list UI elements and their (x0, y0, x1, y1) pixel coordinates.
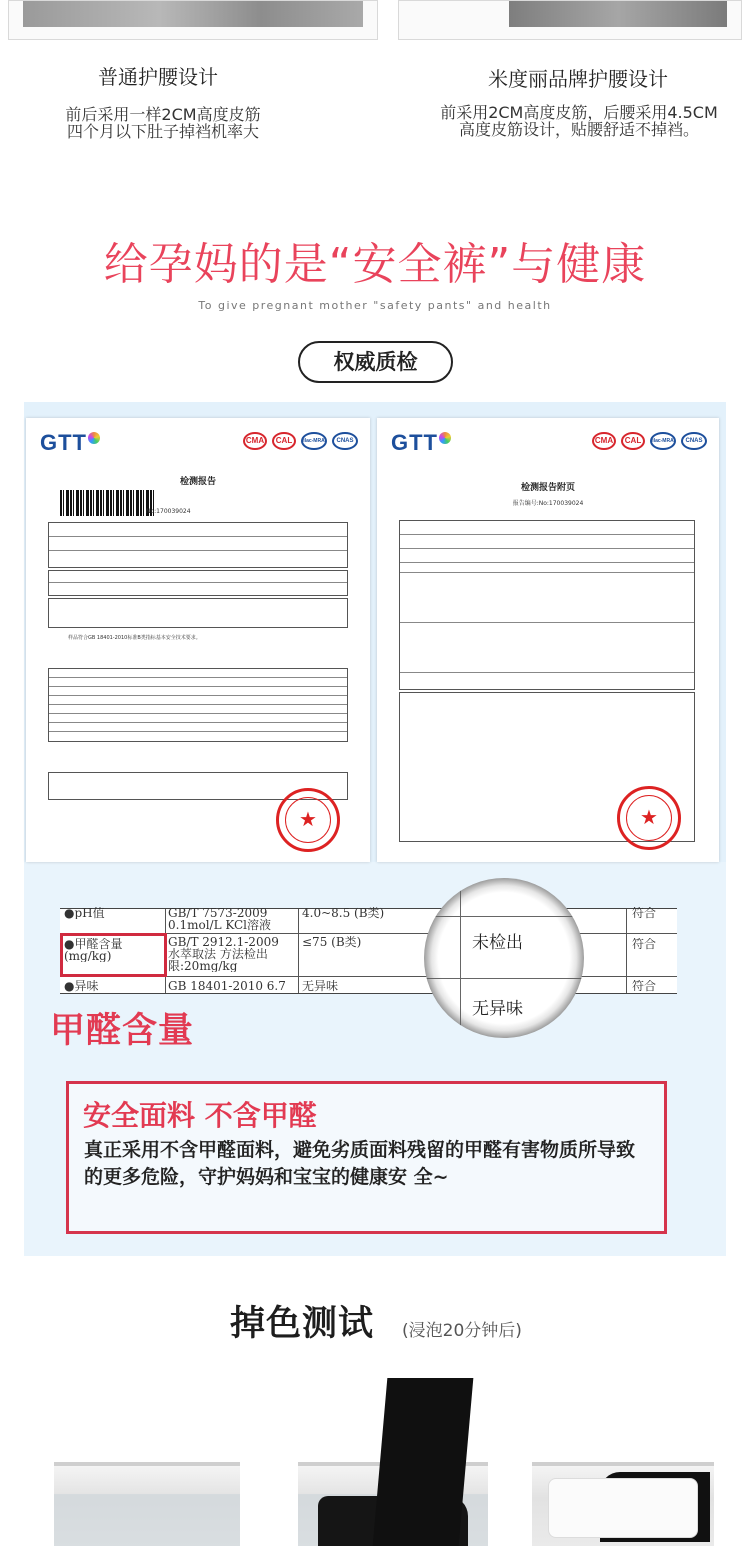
water-glass-photo (54, 1462, 240, 1546)
ilac-logo-icon: ilac-MRA (301, 432, 327, 450)
safety-callout (66, 1081, 667, 1234)
report-summary: 样品符合GB 18401-2010标准B类指标基本安全技术要求。 (68, 635, 201, 641)
report-number: No:170039024 (146, 508, 191, 515)
test-report-appendix-certificate (377, 418, 719, 862)
appendix-title: 检测报告附页 (520, 483, 575, 493)
appendix-report-number: 报告编号:No:170039024 (512, 500, 584, 507)
official-seal-stamp: ★ (617, 786, 681, 850)
cma-logo-icon: CMA (243, 432, 267, 450)
authority-inspection-badge: 权威质检 (298, 341, 453, 383)
cnas-logo-icon: CNAS (681, 432, 707, 450)
magnified-result-no-odor: 无异味 (472, 999, 523, 1019)
sub-headline: To give pregnant mother "safety pants" and health (198, 299, 552, 312)
test-report-certificate (26, 418, 370, 862)
table-row: ●pH值 GB/T 7573-2009 0.1mol/L KCl溶液 4.0~8.5 (B类) 符合 (60, 909, 677, 934)
cal-logo-icon: CAL (621, 432, 645, 450)
barcode (60, 490, 156, 516)
gtt-logo: GTT (391, 430, 451, 456)
normal-waist-photo (8, 0, 378, 40)
gtt-logo: GTT (40, 430, 100, 456)
normal-waist-desc: 前后采用一样2CM高度皮筋 四个月以下肚子掉裆机率大 (65, 105, 261, 141)
brand-waist-photo (398, 0, 742, 40)
white-towel-photo (548, 1478, 698, 1538)
main-headline: 给孕妈的是“安全裤”与健康 (103, 239, 647, 290)
fade-test-subtitle: (浸泡20分钟后) (402, 1321, 522, 1341)
cnas-logo-icon: CNAS (332, 432, 358, 450)
formaldehyde-highlight-box (60, 933, 167, 977)
table-row: ●甲醛含量 (mg/kg) GB/T 2912.1-2009 水萃取法 方法检出限:20mg/kg ≤75 (B类) 符合 (60, 934, 677, 977)
normal-waist-title: 普通护腰设计 (98, 65, 218, 89)
formaldehyde-label: 甲醛含量 (50, 1011, 195, 1051)
magnified-result-not-detected: 未检出 (472, 933, 523, 953)
cma-logo-icon: CMA (592, 432, 616, 450)
official-seal-stamp: ★ (276, 788, 340, 852)
safety-description: 真正采用不含甲醛面料，避免劣质面料残留的甲醛有害物质所导致的更多危险，守护妈妈和宝宝的健康安 全~ (84, 1139, 636, 1188)
brand-waist-title: 米度丽品牌护腰设计 (488, 67, 668, 91)
report-title: 检测报告 (179, 477, 216, 487)
magnifier-lens (424, 878, 584, 1038)
brand-waist-desc: 前采用2CM高度皮筋，后腰采用4.5CM 高度皮筋设计，贴腰舒适不掉裆。 (440, 103, 718, 139)
safety-title: 安全面料 不含甲醛 (83, 1099, 317, 1132)
ilac-logo-icon: ilac-MRA (650, 432, 676, 450)
black-fabric-photo (373, 1378, 474, 1546)
cal-logo-icon: CAL (272, 432, 296, 450)
fade-test-title: 掉色测试 (230, 1304, 375, 1344)
table-row: ●异味 GB 18401-2010 6.7 无异味 符合 (64, 980, 657, 992)
